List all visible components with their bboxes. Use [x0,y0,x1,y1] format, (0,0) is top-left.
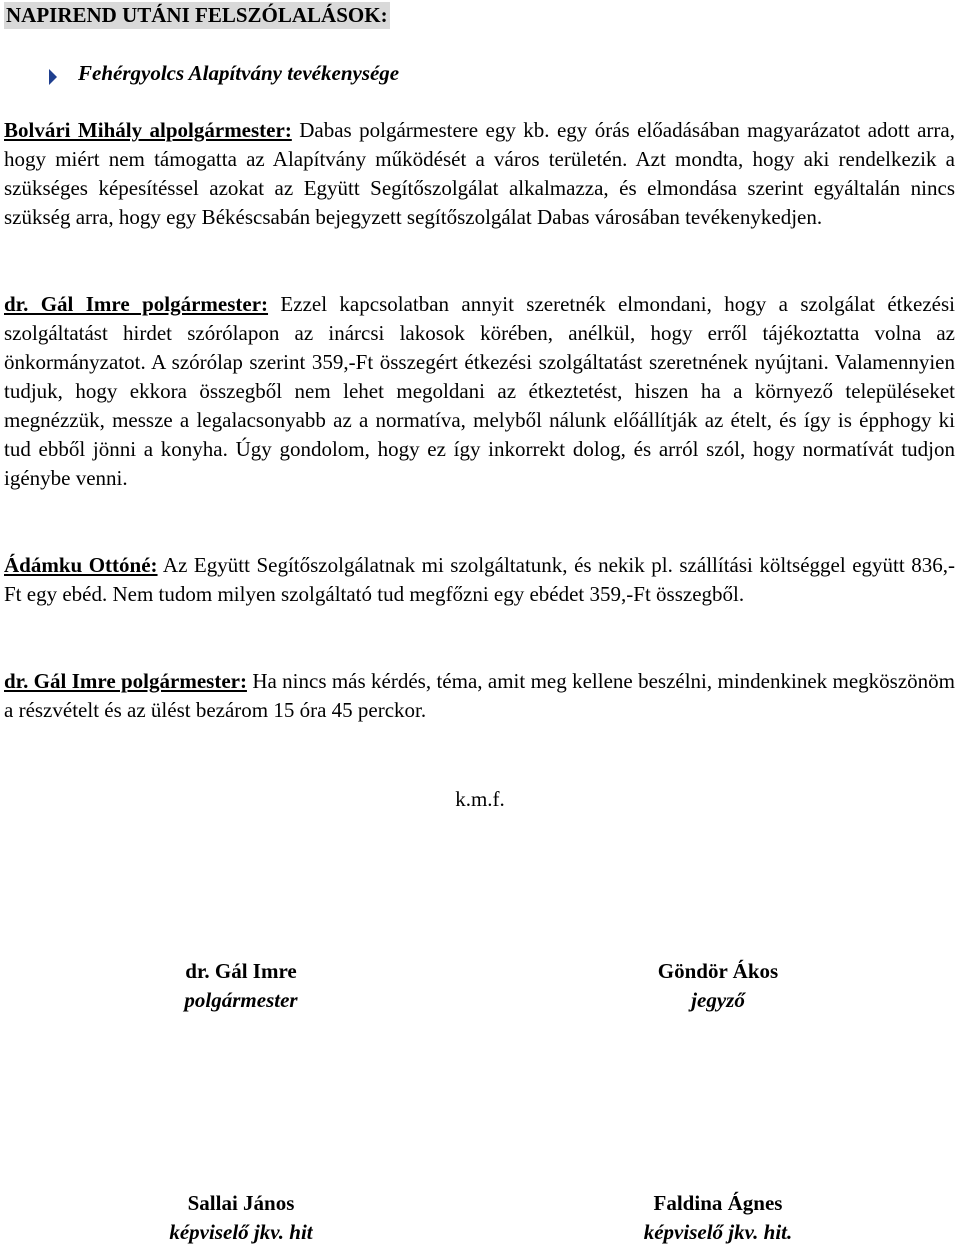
speaker-name: dr. Gál Imre polgármester: [4,669,247,693]
signatory-role: polgármester [184,988,298,1012]
signature-block [578,957,858,1015]
signature-block [578,1189,858,1247]
paragraph-bolvari [4,116,955,232]
paragraph-text: Ezzel kapcsolatban annyit szeretnék elmondani, hogy a szolgálat étkezési szolgáltatást hirdet szórólapon az inárcsi lakosok körében, anélkül, hogy erről tájékoztatta volna az önkormányzatot. A szórólap szerint 359,-Ft összegért étkezési szolgáltatást szeretnének nyújtani. Valamennyien tudjuk, hogy ekkora összegből nem lehet megoldani az étkeztetést, hiszen ha a környező településeket megnézzük, messze a legalacsonyabb az a normatíva, melyből nálunk előállítják az ételt, és így is épphogy ki tud ebből jönni a konyha. Úgy gondolom, hogy ez így inkorrekt dolog, és arról szól, hogy normatívát tudjon igénybe venni. [4,292,955,490]
paragraph-text: Ha nincs más kérdés, téma, amit meg kellene beszélni, mindenkinek megköszönöm a részvételt és az ülést bezárom 15 óra 45 perckor. [4,669,955,722]
kmf-text: k.m.f. [455,787,505,811]
signatory-role: képviselő jkv. hit. [643,1220,793,1244]
signatory-name: Göndör Ákos [657,959,779,983]
signature-block [101,957,381,1015]
agenda-item-title: Fehérgyolcs Alapítvány tevékenysége [78,61,400,85]
speaker-name: Bolvári Mihály alpolgármester: [4,118,292,142]
paragraph-text: Dabas polgármestere egy kb. egy órás előadásában magyarázatot adott arra, hogy miért nem támogatta az Alapítvány működését a város területén. Azt mondta, hogy aki rendelkezik a szükséges képesítéssel azokat az Együtt Segítőszolgálat alkalmazza, és elmondása szerint egyáltalán nincs szükség arra, hogy egy Békéscsabán bejegyzett segítőszolgálat Dabas városában tevékenykedjen. [4,118,955,229]
paragraph-text: Az Együtt Segítőszolgálatnak mi szolgáltatunk, és nekik pl. szállítási költséggel együtt 836,-Ft egy ebéd. Nem tudom milyen szolgáltató tud megfőzni egy ebédet 359,-Ft összegből. [4,553,955,606]
paragraph-adamku [4,551,955,609]
paragraph-gal-2 [4,667,955,725]
speaker-name: Ádámku Ottóné: [4,553,158,577]
signatory-name: Sallai János [187,1191,295,1215]
signatory-role: jegyző [691,988,745,1012]
section-heading: NAPIREND UTÁNI FELSZÓLALÁSOK: [6,3,388,27]
agenda-item [48,59,399,88]
paragraph-gal-1 [4,290,955,493]
speaker-name: dr. Gál Imre polgármester: [4,292,269,316]
signatory-name: dr. Gál Imre [185,959,297,983]
signatory-role: képviselő jkv. hit [169,1220,313,1244]
signature-block [101,1189,381,1247]
arrow-right-icon [48,65,58,83]
signatory-name: Faldina Ágnes [653,1191,783,1215]
